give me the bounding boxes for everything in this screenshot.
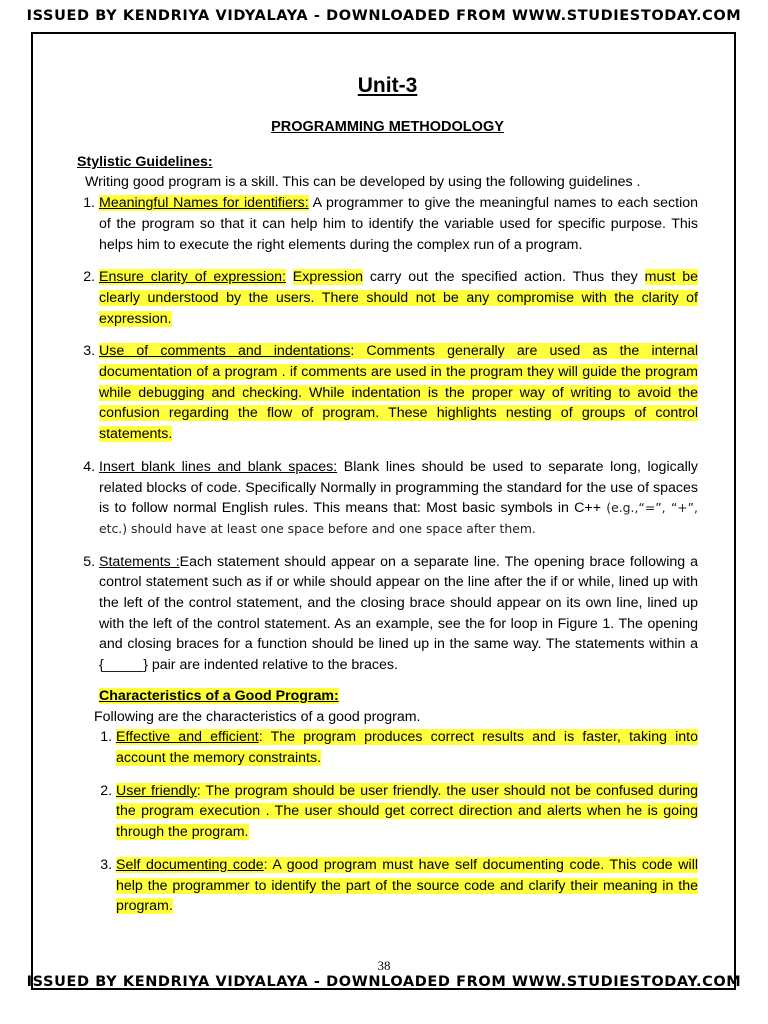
item-text: : Comments generally are used as the internal documentation of a program . if comments are used in the program they will guide the program while debugging and checking. While indentation is the proper way of writing to avoid the confusion regarding the flow of program. These highlights nesting of groups of control statements. <box>99 343 699 443</box>
item-text: A programmer to give the meaningful names to each section of the program so that it can help him to identify the variable used for specific purpose. This helps him to execute the right elements during the complex run of a program. <box>99 195 699 253</box>
characteristics-intro: Following are the characteristics of a good program. <box>94 708 421 725</box>
item-label: Ensure clarity of expression: <box>99 269 286 286</box>
item-text: Each statement should appear on a separate line. The opening brace following a control statement such as if or while should appear on the line after the if or while, lined up with the left of the control statement, and the closing brace should appear on its own line, lined up with the left of the control statement. As an example, see the for loop in Figure 1. The opening and closing braces for a function should be lined up in the same way. The statements within a {_____} pair are indented relative to the braces. <box>99 553 698 674</box>
stylistic-guidelines-intro: Writing good program is a skill. This can be developed by using the following guidelines . <box>85 174 641 191</box>
item-text: : The program produces correct results and is faster, taking into account the memory constraints. <box>116 729 698 766</box>
section-title: PROGRAMMING METHODOLOGY <box>271 119 504 135</box>
page-number: 38 <box>377 958 391 973</box>
list-item <box>99 457 698 540</box>
list-item <box>99 267 698 329</box>
header-banner: ISSUED BY KENDRIYA VIDYALAYA - DOWNLOADED FROM WWW.STUDIESTODAY.COM <box>26 8 742 24</box>
item-label: User friendly <box>116 782 197 799</box>
characteristics-list <box>94 727 698 917</box>
stylistic-guidelines-heading: Stylistic Guidelines: <box>77 153 213 170</box>
list-item <box>116 781 698 843</box>
item-highlight: must be clearly understood by the users. There should not be any compromise with the clarity of expression. <box>99 269 699 327</box>
item-label: Effective and efficient <box>116 729 259 746</box>
item-note: (e.g.,“=”, “+”, etc.) should have at least one space before and one space after them. <box>99 500 698 536</box>
item-text: : The program should be user friendly. the user should not be confused during the program execution . The user should get correct direction and alerts when he is going through the program. <box>116 782 698 841</box>
item-highlight: Expression <box>292 269 363 286</box>
item-label: Meaningful Names for identifiers: <box>99 195 309 212</box>
item-label: Use of comments and indentations <box>99 343 351 360</box>
document-body <box>77 72 698 929</box>
item-label: Self documenting code <box>116 856 264 873</box>
list-item <box>99 341 698 445</box>
unit-title: Unit-3 <box>357 74 418 97</box>
characteristics-section <box>94 686 698 917</box>
item-text: : A good program must have self documenting code. This code will help the programmer to identify the part of the source code and clarify their meaning in the program. <box>116 856 698 915</box>
item-label: Statements : <box>99 553 180 570</box>
item-label: Insert blank lines and blank spaces: <box>99 458 338 475</box>
item-text: carry out the specified action. Thus they <box>362 269 645 286</box>
item-separator <box>286 269 293 285</box>
characteristics-heading: Characteristics of a Good Program: <box>99 687 339 704</box>
item-text: Blank lines should be used to separate long, logically related blocks of code. Specifically Normally in programming the standard for the use of spaces is to follow normal English rules. This means that: Most basic symbols in C++ <box>99 458 698 517</box>
list-item <box>99 193 698 255</box>
list-item <box>99 552 698 676</box>
list-item <box>116 855 698 917</box>
stylistic-guidelines-section <box>77 152 698 676</box>
stylistic-guidelines-list <box>77 193 698 676</box>
list-item <box>116 727 698 768</box>
footer-banner: ISSUED BY KENDRIYA VIDYALAYA - DOWNLOADED FROM WWW.STUDIESTODAY.COM <box>26 974 742 990</box>
